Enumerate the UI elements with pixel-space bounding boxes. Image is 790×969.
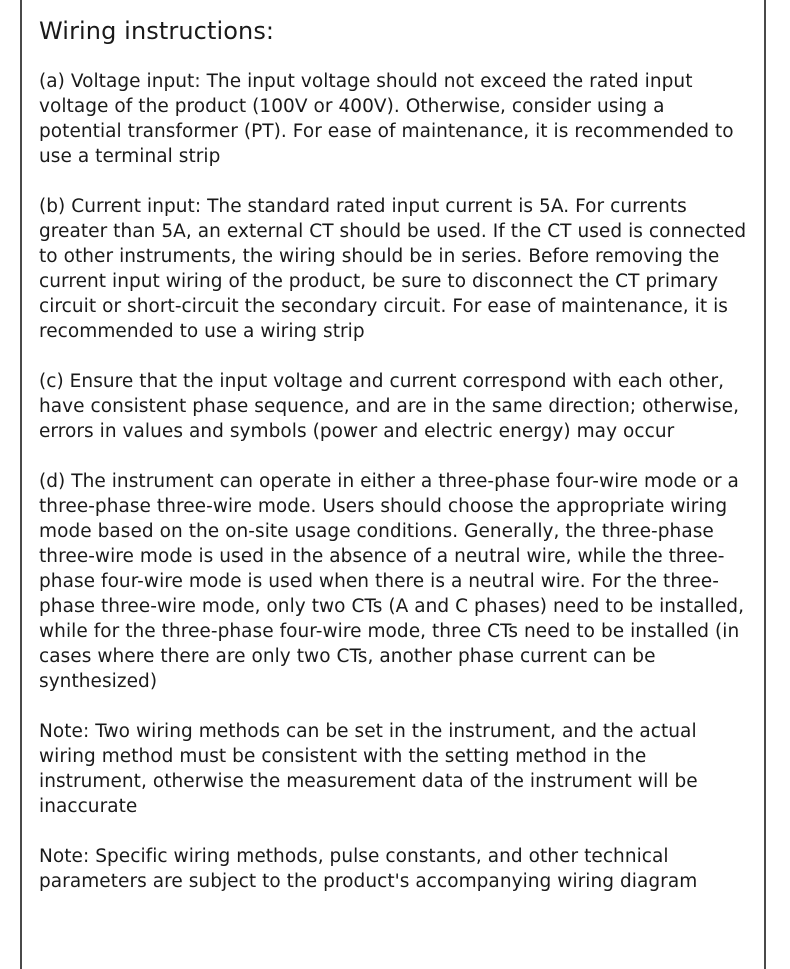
document-body — [39, 14, 751, 919]
paragraph-wiring-modes: (d) The instrument can operate in either a three-phase four-wire mode or a three-phase three-wire mode. Users should choose the appropriate wiring mode based on the on-site usage conditions. Generally, the three-phase three-wire mode is used in the absence of a neutral wire, while the three-phase four-wire mode is used when there is a neutral wire. For the three-phase three-wire mode, only two CTs (A and C phases) need to be installed, while for the three-phase four-wire mode, three CTs need to be installed (in cases where there are only two CTs, another phase current can be synthesized) — [39, 471, 745, 692]
note-technical-parameters: Note: Specific wiring methods, pulse constants, and other technical parameters are subject to the product's accompanying wiring diagram — [39, 846, 698, 892]
paragraph-voltage-input: (a) Voltage input: The input voltage should not exceed the rated input voltage of the product (100V or 400V). Otherwise, consider using a potential transformer (PT). For ease of maintenance, it is recommended to use a terminal strip — [39, 71, 734, 167]
page-title: Wiring instructions: — [39, 17, 275, 45]
note-wiring-method-setting: Note: Two wiring methods can be set in the instrument, and the actual wiring method must be consistent with the setting method in the instrument, otherwise the measurement data of the instrument will be inaccurate — [39, 721, 698, 817]
paragraph-phase-correspondence: (c) Ensure that the input voltage and current correspond with each other, have consistent phase sequence, and are in the same direction; otherwise, errors in values and symbols (power and electric energy) may occur — [39, 371, 740, 442]
paragraph-current-input: (b) Current input: The standard rated input current is 5A. For currents greater than 5A, an external CT should be used. If the CT used is connected to other instruments, the wiring should be in series. Before removing the current input wiring of the product, be sure to disconnect the CT primary circuit or short-circuit the secondary circuit. For ease of maintenance, it is recommended to use a wiring strip — [39, 196, 747, 342]
